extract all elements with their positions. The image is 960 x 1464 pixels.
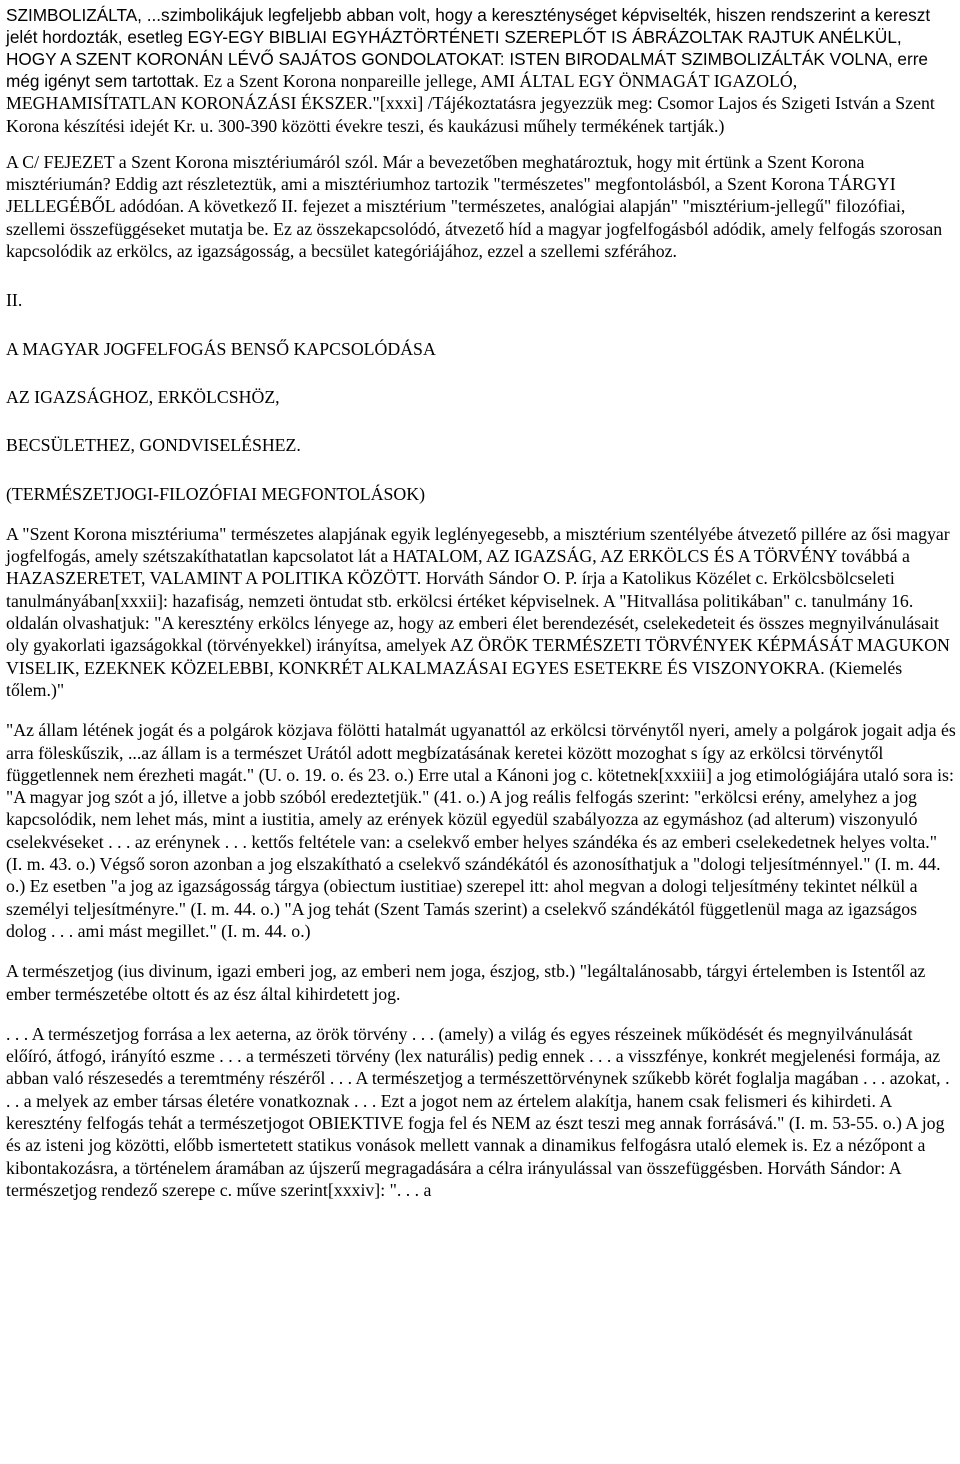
document-page xyxy=(6,4,956,1201)
chapter-c-paragraph: A C/ FEJEZET a Szent Korona misztériumáról szól. Már a bevezetőben meghatároztuk, hogy mit értünk a Szent Korona misztériumán? Eddig azt részleteztük, ami a misztériumhoz tartozik "természetes" megfontolásból, a Szent Korona TÁRGYI JELLEGÉBŐL adódóan. A következő II. fejezet a misztérium "természetes, analógiai alapján" "misztérium-jellegű" filozófiai, szellemi összefüggéseket mutatja be. Ez az összekapcsolódó, átvezető híd a magyar jogfelfogásból adódik, amely felfogás szorosan kapcsolódik az erkölcs, az igazságosság, a becsület kategóriájához, ezzel a szellemi szférához. xyxy=(6,151,943,262)
section-heading-line-2: AZ IGAZSÁGHOZ, ERKÖLCSHÖZ, xyxy=(6,386,280,407)
state-paragraph: "Az állam létének jogát és a polgárok közjava fölötti hatalmát ugyanattól az erkölcsi törvénytől nyeri, amely a polgárok jogait adja és arra föleskűszik, ...az állam is a természet Urától adott megbízatásának keretei között mozoghat s így az erkölcsi törvénytől függetlennek nem érezheti magát." (U. o. 19. o. és 23. o.) Erre utal a Kánoni jog c. kötetnek[xxxiii] a jog etimológiájára utaló sora is: "A magyar jog szót a jó, illetve a jobb szóból eredeztetjük." (41. o.) A jog reális felfogás szerint: "erkölcsi erény, amelyhez a jog kapcsolódik, nem lehet más, mint a iustitia, amely az erények közül egyedül szabályozza az egymáshoz (ad alterum) viszonyuló cselekvéseket . . . az erénynek . . . kettős feltétele van: a cselekvő ember helyes szándéka és az emberi cselekedetnek helyes volta." (I. m. 43. o.) Végső soron azonban a jog elszakítható a cselekvő szándékától és azonosíthatjuk a "dologi teljesítménnyel." (I. m. 44. o.) Ez esetben "a jog az igazságosság tárgya (obiectum iustitiae) szerepel itt: ahol megvan a dologi teljesítmény tekintet nélkül a személyi teljesítményre." (I. m. 44. o.) "A jog tehát (Szent Tamás szerint) a cselekvő szándékától függetlenül maga az igazságos dolog . . . ami mást megillet." (I. m. 44. o.) xyxy=(6,720,956,941)
natural-law-paragraph: A természetjog (ius divinum, igazi emberi jog, az emberi nem joga, észjog, stb.) "legáltalánosabb, tárgyi értelemben is Istentől az ember természetébe oltott és az ész által kihirdetett jog. xyxy=(6,961,926,1004)
mystery-paragraph: A "Szent Korona misztériuma" természetes alapjának egyik leglényegesebb, a misztérium szentélyébe átvezető pillére az ősi magyar jogfelfogás, amely szétszakíthatatlan kapcsolatot lát a HATALOM, AZ IGAZSÁG, AZ ERKÖLCS ÉS A TÖRVÉNY továbbá a HAZASZERETET, VALAMINT A POLITIKA KÖZÖTT. Horváth Sándor O. P. írja a Katolikus Közélet c. Erkölcsbölcseleti tanulmányában[xxxii]: hazafiság, nemzeti öntudat stb. erkölcsi értéket képviselnek. A "Hitvallása politikában" c. tanulmány 16. oldalán olvashatjuk: "A keresztény erkölcs lényege az, hogy az emberi élet berendezését, cselekedeteit és összes megnyilvánulásait oly gyakorlati igazságokkal (törvényekkel) irányítsa, amelyek AZ ÖRÖK TERMÉSZETI TÖRVÉNYEK KÉPMÁSÁT MAGUKON VISELIK, EZEKNEK KÖZELEBBI, KONKRÉT ALKALMAZÁSAI EGYES ESETEKRE ÉS VISZONYOKRA. (Kiemelés tőlem.)" xyxy=(6,523,950,700)
intro-serif-text: Ez a Szent Korona nonpareille jellege, AMI ÁLTAL EGY ÖNMAGÁT IGAZOLÓ, MEGHAMISÍTATLAN KORONÁZÁSI ÉKSZER."[xxxi] /Tájékoztatásra jegyezzük meg: Csomor Lajos és Szigeti István a Szent Korona készítési idejét Kr. u. 300-390 közötti évekre teszi, és kaukázusi műhely termékének tartják.) xyxy=(6,71,935,136)
section-number-heading: II. xyxy=(6,290,23,311)
section-heading-line-4: (TERMÉSZETJOGI-FILOZÓFIAI MEGFONTOLÁSOK) xyxy=(6,483,425,504)
intro-paragraph xyxy=(6,4,956,137)
section-heading-line-3: BECSÜLETHEZ, GONDVISELÉSHEZ. xyxy=(6,435,301,456)
section-heading-line-1: A MAGYAR JOGFELFOGÁS BENSŐ KAPCSOLÓDÁSA xyxy=(6,338,436,359)
lex-aeterna-paragraph: . . . A természetjog forrása a lex aeterna, az örök törvény . . . (amely) a világ és egyes részeinek működését és megnyilvánulását előíró, átfogó, irányító eszme . . . a természeti törvény (lex naturális) pedig ennek . . . a visszfénye, konkrét megjelenési formája, az abban való részesedés a teremtmény részéről . . . A természetjog a természettörvénynek szűkebb körét foglalja magában . . . azokat, . . . a melyek az ember társas életére vonatkoznak . . . Ezt a jogot nem az értelem alakítja, hanem csak felismeri és kihirdeti. A keresztény felfogás tehát a természetjogot OBIEKTIVE fogja fel és NEM az észt teszi meg annak forrásává." (I. m. 53-55. o.) A jog és az isteni jog közötti, előbb ismertetett statikus vonások mellett vannak a dinamikus felfogásra utaló elemek is. Ez a nézőpont a kibontakozásra, a történelem áramában az újszerű megragadására a célra irányulással van összefüggésben. Horváth Sándor: A természetjog rendező szerepe c. műve szerint[xxxiv]: ". . . a xyxy=(6,1023,950,1200)
intro-sans-text: SZIMBOLIZÁLTA, ...szimbolikájuk legfeljebb abban volt, hogy a kereszténységet képviselték, hiszen rendszerint a kereszt jelét hordozták, esetleg EGY-EGY BIBLIAI EGYHÁZTÖRTÉNETI SZEREPLŐT IS ÁBRÁZOLTAK RAJTUK ANÉLKÜL, HOGY A SZENT KORONÁN LÉVŐ SAJÁTOS GONDOLATOKAT: ISTEN BIRODALMÁT SZIMBOLIZÁLTÁK VOLNA, erre még igényt sem tartottak. xyxy=(6,5,931,91)
